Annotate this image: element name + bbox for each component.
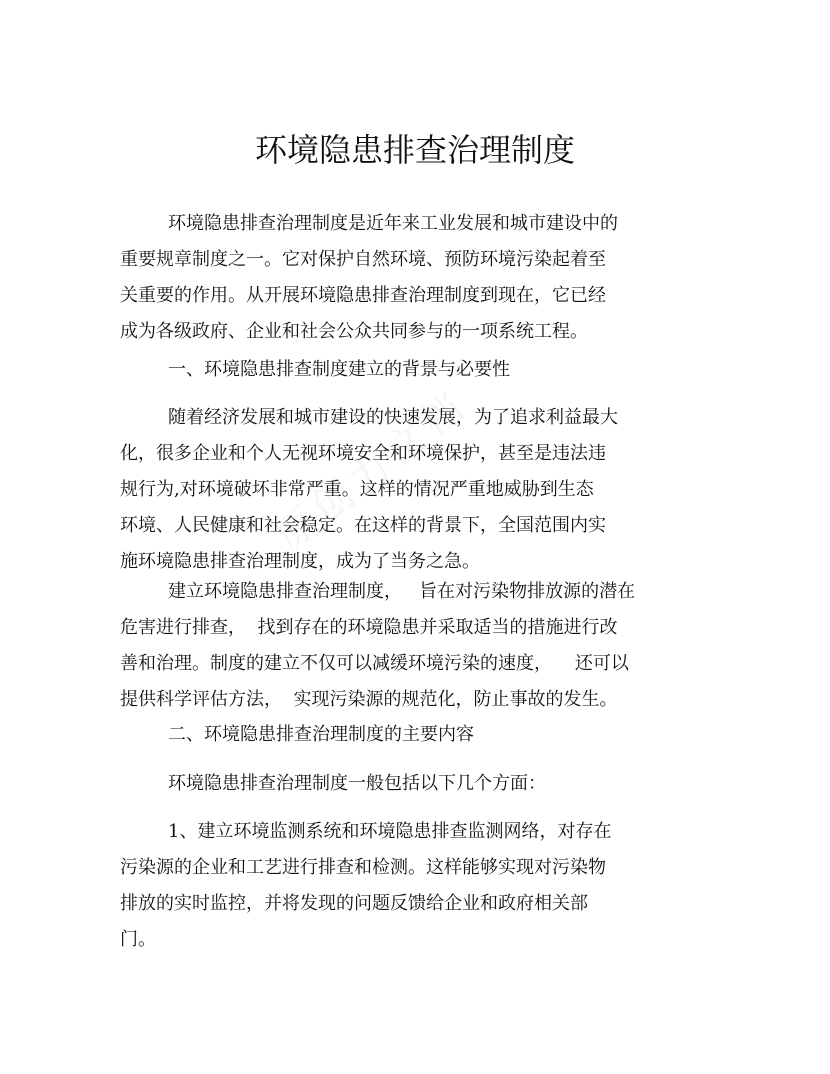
paragraph-item-1 xyxy=(120,814,720,958)
paragraph-intro xyxy=(120,206,720,350)
text-line: 1、建立环境监测系统和环境隐患排查监测网络，对存在 xyxy=(168,821,612,842)
text-line: 随着经济发展和城市建设的快速发展，为了追求利益最大 xyxy=(168,407,618,428)
text-line: 建立环境隐患排查治理制度， 旨在对污染物排放源的潜在 xyxy=(168,581,636,602)
text-line: 提供科学评估方法， 实现污染源的规范化，防止事故的发生。 xyxy=(120,689,618,710)
heading-line: 二、环境隐患排查治理制度的主要内容 xyxy=(168,724,474,745)
text-line: 重要规章制度之一。它对保护自然环境、预防环境污染起着至 xyxy=(120,249,606,270)
document-title: 环境隐患排查治理制度 xyxy=(254,131,575,169)
text-line: 排放的实时监控，并将发现的问题反馈给企业和政府相关部 xyxy=(120,893,588,914)
text-line: 环境、人民健康和社会稳定。在这样的背景下，全国范围内实 xyxy=(120,515,606,536)
text-line: 成为各级政府、企业和社会公众共同参与的一项系统工程。 xyxy=(120,321,588,342)
paragraph-purpose xyxy=(120,574,720,718)
text-line: 善和治理。制度的建立不仅可以减缓环境污染的速度， 还可以 xyxy=(120,653,629,674)
text-line: 关重要的作用。从开展环境隐患排查治理制度到现在，它已经 xyxy=(120,285,606,306)
paragraph-background xyxy=(120,400,720,580)
text-line: 门。 xyxy=(120,929,156,950)
text-line: 规行为,对环境破坏非常严重。这样的情况严重地威胁到生态 xyxy=(120,479,594,500)
paragraph-overview xyxy=(120,766,720,802)
text-line: 污染源的企业和工艺进行排查和检测。这样能够实现对污染物 xyxy=(120,857,606,878)
text-line: 化，很多企业和个人无视环境安全和环境保护，甚至是违法违 xyxy=(120,443,606,464)
text-line: 危害进行排查， 找到存在的环境隐患并采取适当的措施进行改 xyxy=(120,617,618,638)
text-line: 环境隐患排查治理制度是近年来工业发展和城市建设中的 xyxy=(168,213,618,234)
text-line: 施环境隐患排查治理制度，成为了当务之急。 xyxy=(120,551,480,572)
section-heading-2 xyxy=(120,717,720,753)
text-line: 环境隐患排查治理制度一般包括以下几个方面： xyxy=(168,773,546,794)
section-heading-1 xyxy=(120,352,720,388)
heading-line: 一、环境隐患排查制度建立的背景与必要性 xyxy=(168,359,510,380)
